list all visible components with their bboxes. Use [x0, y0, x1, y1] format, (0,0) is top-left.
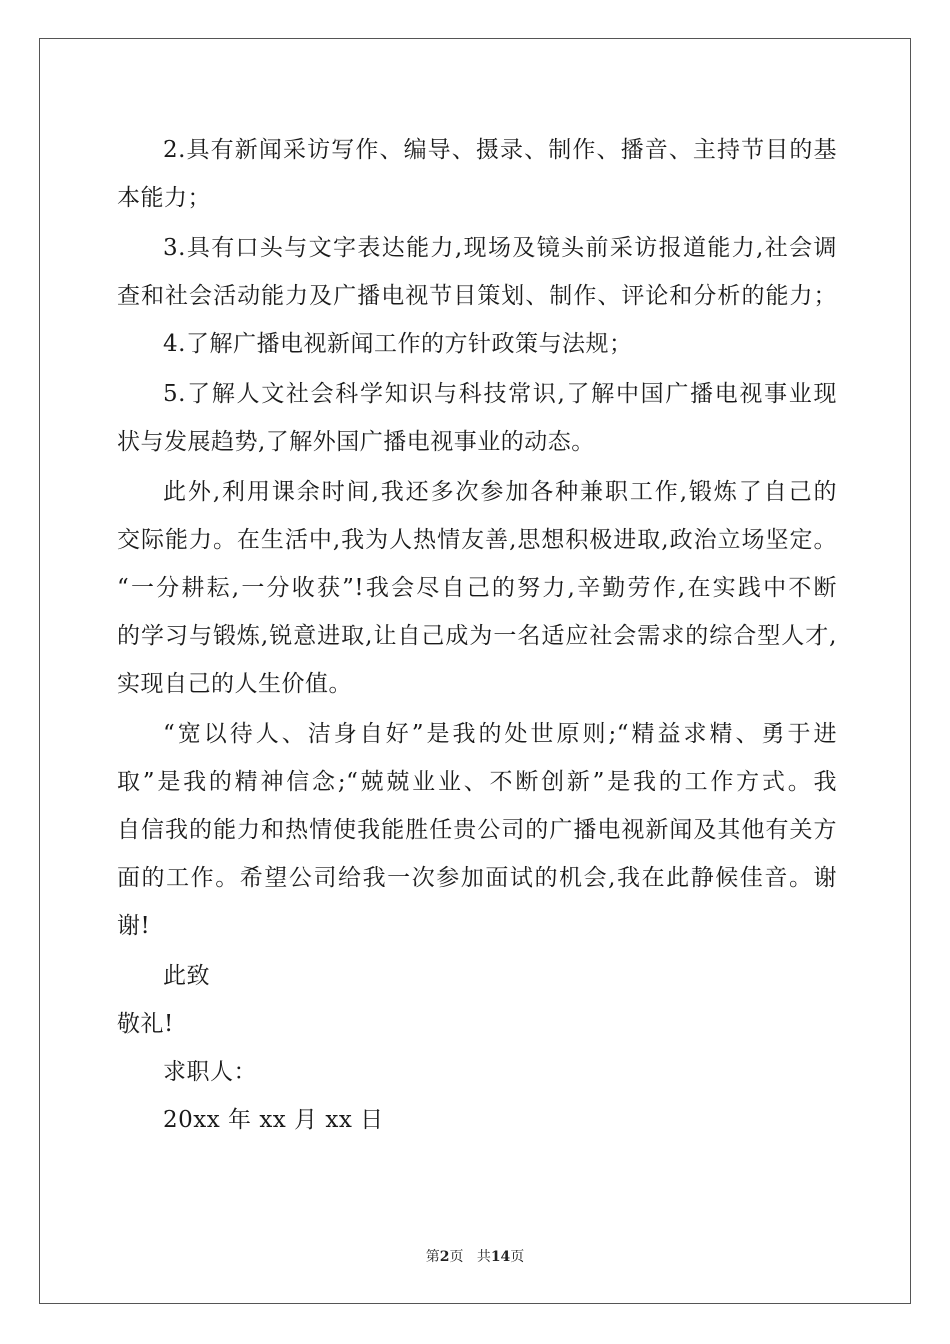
- text-line: 谢!: [117, 913, 151, 939]
- total-suffix: 页: [510, 1249, 525, 1265]
- text-line: 实现自己的人生价值。: [117, 671, 352, 697]
- text-line: 4.了解广播电视新闻工作的方针政策与法规；: [163, 331, 633, 357]
- text-line: 2.具有新闻采访写作、编导、摄录、制作、播音、主持节目的基: [163, 137, 837, 163]
- date-line: 20xx 年 xx 月 xx 日: [163, 1107, 384, 1133]
- text-line: “一分耕耘,一分收获”!我会尽自己的努力,辛勤劳作,在实践中不断: [117, 575, 837, 601]
- text-line: 本能力；: [117, 185, 211, 211]
- letter-body: [117, 126, 837, 1144]
- text-line: 面的工作。希望公司给我一次参加面试的机会,我在此静候佳音。谢: [117, 865, 837, 891]
- text-line: 此外,利用课余时间,我还多次参加各种兼职工作,锻炼了自己的: [163, 479, 837, 505]
- total-prefix: 共: [476, 1249, 491, 1265]
- text-line: 取”是我的精神信念;“兢兢业业、不断创新”是我的工作方式。我: [117, 769, 837, 795]
- applicant-line: 求职人：: [163, 1059, 257, 1085]
- text-line: 状与发展趋势,了解外国广播电视事业的动态。: [117, 429, 595, 455]
- page-footer: [0, 1246, 950, 1266]
- page-number: 2: [439, 1249, 450, 1265]
- text-line: 查和社会活动能力及广播电视节目策划、制作、评论和分析的能力；: [117, 283, 837, 309]
- text-line: 自信我的能力和热情使我能胜任贵公司的广播电视新闻及其他有关方: [117, 817, 837, 843]
- salutation-line: 敬礼!: [117, 1011, 174, 1037]
- page-prefix: 第: [425, 1249, 440, 1265]
- text-line: 5.了解人文社会科学知识与科技常识,了解中国广播电视事业现: [163, 381, 837, 407]
- text-line: 3.具有口头与文字表达能力,现场及镜头前采访报道能力,社会调: [163, 235, 837, 261]
- total-pages: 14: [490, 1249, 511, 1265]
- text-line: 交际能力。在生活中,我为人热情友善,思想积极进取,政治立场坚定。: [117, 527, 837, 553]
- text-line: 的学习与锻炼,锐意进取,让自己成为一名适应社会需求的综合型人才,: [117, 623, 837, 649]
- page-suffix: 页: [449, 1249, 464, 1265]
- closing-line: 此致: [163, 963, 210, 989]
- text-line: “宽以待人、洁身自好”是我的处世原则;“精益求精、勇于进: [163, 721, 837, 747]
